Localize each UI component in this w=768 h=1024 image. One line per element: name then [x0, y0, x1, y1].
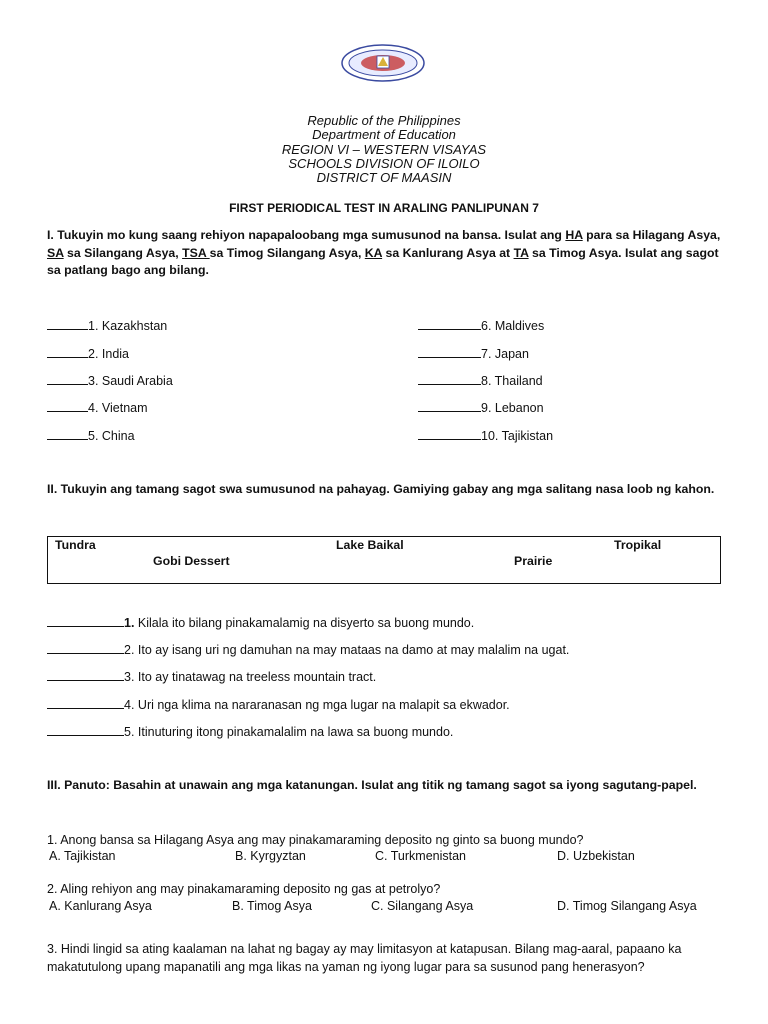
instruction-text: sa Timog Asya. Isulat ang sagot sa patlang bago ang bilang. — [47, 245, 719, 278]
instruction-text: sa Kanlurang Asya at — [382, 245, 514, 260]
section2-instruction: II. Tukuyin ang tamang sagot swa sumusunod na pahayag. Gamiying gabay ang mga salitang nasa loob ng kahon. — [47, 482, 715, 496]
answer-blank[interactable] — [418, 372, 481, 385]
word-gobi-dessert: Gobi Dessert — [153, 554, 230, 568]
instruction-text: para sa Hilagang Asya, — [582, 228, 721, 242]
code-sa: SA — [47, 245, 64, 260]
section1-instruction — [47, 227, 727, 280]
test-title: FIRST PERIODICAL TEST IN ARALING PANLIPUNAN 7 — [229, 201, 539, 215]
country-item: 7. Japan — [418, 345, 529, 361]
answer-blank[interactable] — [47, 317, 88, 330]
choice-a: A. Tajikistan — [49, 849, 116, 863]
header-division: SCHOOLS DIVISION OF ILOILO — [288, 155, 480, 171]
header-republic: Republic of the Philippines — [307, 113, 461, 128]
fill-item: 3. Ito ay tinatawag na treeless mountain tract. — [47, 668, 376, 684]
choice-c: C. Turkmenistan — [375, 849, 467, 863]
answer-blank[interactable] — [47, 668, 124, 681]
country-item: 3. Saudi Arabia — [47, 372, 173, 388]
answer-blank[interactable] — [418, 345, 481, 358]
answer-blank[interactable] — [47, 427, 88, 440]
answer-blank[interactable] — [418, 399, 481, 412]
answer-blank[interactable] — [47, 614, 124, 627]
word-tropikal: Tropikal — [614, 538, 662, 552]
country-item: 2. India — [47, 345, 129, 361]
country-item: 4. Vietnam — [47, 399, 148, 415]
choice-b: B. Kyrgyztan — [235, 849, 306, 863]
word-box — [47, 536, 721, 584]
answer-blank[interactable] — [47, 696, 124, 709]
word-prairie: Prairie — [514, 554, 553, 568]
word-lake-baikal: Lake Baikal — [336, 538, 404, 552]
question-1: 1. Anong bansa sa Hilagang Asya ang may pinakamaraming deposito ng ginto sa buong mundo? — [47, 833, 584, 847]
choice-a: A. Kanlurang Asya — [49, 899, 152, 913]
code-ha: HA — [565, 228, 583, 242]
choice-d: D. Uzbekistan — [557, 849, 635, 863]
answer-blank[interactable] — [47, 399, 88, 412]
fill-item: 2. Ito ay isang uri ng damuhan na may mataas na damo at may malalim na ugat. — [47, 641, 569, 657]
country-item: 8. Thailand — [418, 372, 543, 388]
choice-d: D. Timog Silangang Asya — [557, 899, 697, 913]
answer-blank[interactable] — [418, 427, 481, 440]
answer-blank[interactable] — [47, 372, 88, 385]
country-item: 10. Tajikistan — [418, 427, 553, 443]
header-district: DISTRICT OF MAASIN — [316, 170, 452, 186]
header-region: REGION VI – WESTERN VISAYAS — [281, 141, 487, 157]
answer-blank[interactable] — [47, 641, 124, 654]
code-ka: KA — [364, 245, 383, 260]
code-tsa: TSA — [182, 245, 210, 260]
question-2: 2. Aling rehiyon ang may pinakamaraming deposito ng gas at petrolyo? — [47, 882, 441, 896]
instruction-text: sa Silangang Asya, — [63, 245, 183, 260]
choice-c: C. Silangang Asya — [371, 899, 474, 913]
country-item: 9. Lebanon — [418, 399, 544, 415]
instruction-text: sa Timog Silangang Asya, — [209, 245, 365, 260]
fill-item: 5. Itinuturing itong pinakamalalim na lawa sa buong mundo. — [47, 723, 453, 739]
choice-b: B. Timog Asya — [232, 899, 312, 913]
section3-instruction: III. Panuto: Basahin at unawain ang mga katanungan. Isulat ang titik ng tamang sagot sa iyong sagutang-papel. — [47, 778, 697, 792]
country-item: 5. China — [47, 427, 135, 443]
answer-blank[interactable] — [47, 723, 124, 736]
country-item: 1. Kazakhstan — [47, 317, 167, 333]
code-ta: TA — [513, 245, 529, 260]
header-department: Department of Education — [312, 127, 456, 143]
deped-seal-logo — [340, 44, 426, 82]
word-tundra: Tundra — [55, 538, 96, 552]
answer-blank[interactable] — [47, 345, 88, 358]
country-item: 6. Maldives — [418, 317, 544, 333]
fill-item: 4. Uri nga klima na nararanasan ng mga lugar na malapit sa ekwador. — [47, 696, 510, 712]
school-header — [0, 114, 768, 185]
question-3: 3. Hindi lingid sa ating kaalaman na lahat ng bagay ay may limitasyon at katapusan. Bilang mag-aaral, papaano ka makatutulong upang mapanatili ang mga likas na yaman ng iyong lugar para sa susunod pang henerasyon? — [47, 942, 682, 974]
fill-item: 1. Kilala ito bilang pinakamalamig na disyerto sa buong mundo. — [47, 614, 474, 630]
answer-blank[interactable] — [418, 317, 481, 330]
instruction-text: I. Tukuyin mo kung saang rehiyon napapaloobang mga sumusunod na bansa. Isulat ang — [47, 228, 566, 242]
